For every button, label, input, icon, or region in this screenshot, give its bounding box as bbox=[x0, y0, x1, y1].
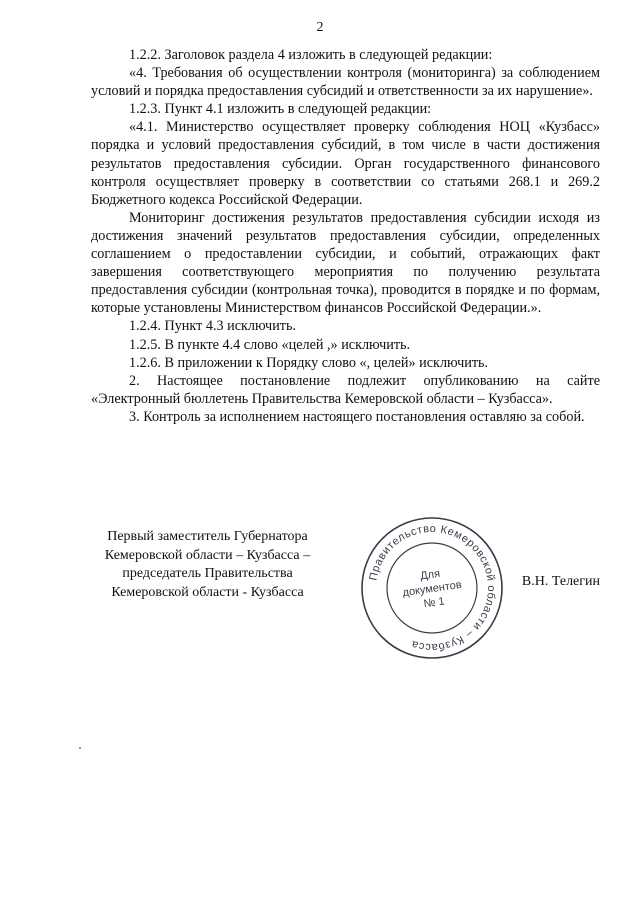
paragraph: 2. Настоящее постановление подлежит опубликованию на сайте «Электронный бюллетень Правительства Кемеровской области – Кузбасса». bbox=[91, 372, 600, 407]
paragraph: «4. Требования об осуществлении контроля (мониторинга) за соблюдением условий и порядка предоставления субсидий и ответственности за их нарушение». bbox=[91, 65, 600, 100]
stamp-ring-text: Правительство Кемеровской области – Кузбасса bbox=[367, 522, 498, 654]
paragraph: 1.2.6. В приложении к Порядку слово «, целей» исключить. bbox=[129, 354, 489, 371]
paragraph: 1.2.2. Заголовок раздела 4 изложить в следующей редакции: bbox=[129, 47, 493, 63]
paragraph: Мониторинг достижения результатов предоставления субсидии исходя из достижения значений результатов предоставления субсидии, определенных соглашением о предоставлении субсидии, и событий, отражающих факт завершения соответствующего мероприятия по получению результата предоставления субсидии (контрольная точка), проводится в порядке и по формам, которые установлены Министерством финансов Российской Федерации.». bbox=[91, 209, 600, 317]
official-seal-stamp bbox=[358, 514, 506, 662]
stamp-center-line: Для bbox=[419, 567, 441, 583]
stamp-center-line: документов bbox=[401, 578, 463, 600]
paragraph: 3. Контроль за исполнением настоящего постановления оставляю за собой. bbox=[129, 408, 585, 425]
page-number: 2 bbox=[316, 20, 324, 35]
document-body bbox=[91, 46, 600, 426]
signer-title bbox=[80, 528, 335, 602]
signer-name: В.Н. Телегин bbox=[521, 574, 600, 589]
paragraph: 1.2.3. Пункт 4.1 изложить в следующей редакции: bbox=[129, 101, 432, 118]
signer-title-line: Первый заместитель Губернатора bbox=[107, 529, 308, 544]
signer-title-line: Кемеровской области – Кузбасса – bbox=[104, 547, 311, 563]
paragraph: 1.2.5. В пункте 4.4 слово «целей ,» исключить. bbox=[129, 336, 411, 353]
paragraph: 1.2.4. Пункт 4.3 исключить. bbox=[129, 318, 297, 335]
signer-title-line: председатель Правительства bbox=[122, 566, 293, 581]
paragraph: «4.1. Министерство осуществляет проверку соблюдения НОЦ «Кузбасс» порядка и условий предоставления субсидий, в том числе в части достижения результатов предоставления субсидии. Орган государственного финансового контроля осуществляет проверку в соответствии со статьями 268.1 и 269.2 Бюджетного кодекса Российской Федерации. bbox=[91, 119, 600, 208]
scan-speck bbox=[79, 747, 81, 749]
stamp-center-line: № 1 bbox=[422, 595, 446, 611]
signer-title-line: Кемеровской области - Кузбасса bbox=[111, 584, 304, 600]
